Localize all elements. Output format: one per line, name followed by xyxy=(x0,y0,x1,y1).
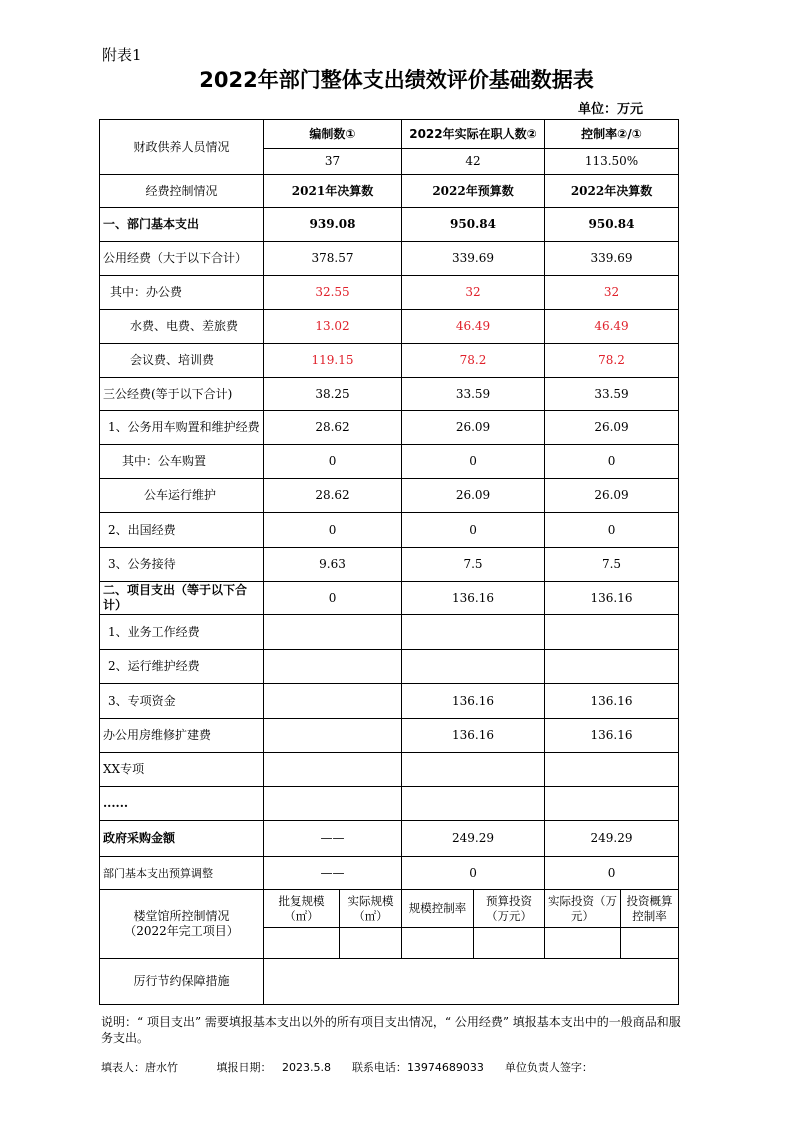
table-row xyxy=(100,208,679,242)
cell-value: 33.59 xyxy=(402,378,545,411)
cell-value xyxy=(402,787,545,821)
cell-value: 0 xyxy=(264,445,402,479)
row-label: 2、运行维护经费 xyxy=(100,650,264,684)
table-row xyxy=(100,787,679,821)
cell-value: 0 xyxy=(545,513,679,548)
cell-value: 950.84 xyxy=(545,208,679,242)
row-label: 3、公务接待 xyxy=(100,548,264,582)
row-label: 其中：公车购置 xyxy=(100,445,264,479)
table-row xyxy=(100,615,679,650)
cell-value xyxy=(264,719,402,753)
table-row xyxy=(100,242,679,276)
cell-value: 26.09 xyxy=(402,479,545,513)
cell-value: 378.57 xyxy=(264,242,402,276)
cell-value xyxy=(264,787,402,821)
cell-value: 46.49 xyxy=(402,310,545,344)
building-cell xyxy=(340,928,402,959)
cell-value: 78.2 xyxy=(402,344,545,378)
filler: 填表人：唐水竹 xyxy=(101,1061,178,1074)
staff-header-actual: 2022年实际在职人数② xyxy=(402,120,545,149)
cell-value: 26.09 xyxy=(545,411,679,445)
table-row xyxy=(100,857,679,890)
cell-value: 7.5 xyxy=(402,548,545,582)
cell-value xyxy=(264,753,402,787)
cell-value: 13.02 xyxy=(264,310,402,344)
building-cell xyxy=(545,928,621,959)
staff-label: 财政供养人员情况 xyxy=(100,120,264,175)
row-label: XX专项 xyxy=(100,753,264,787)
table-row xyxy=(100,684,679,719)
staff-value-rate: 113.50% xyxy=(545,149,679,175)
cell-value: 0 xyxy=(402,857,545,890)
cell-value xyxy=(545,787,679,821)
row-label: 办公用房维修扩建费 xyxy=(100,719,264,753)
note-text: 说明：“ 项目支出” 需要填报基本支出以外的所有项目支出情况，“ 公用经费” 填报基本支出中的一般商品和服务支出。 xyxy=(101,1015,681,1045)
saving-label: 厉行节约保障措施 xyxy=(100,959,264,1005)
cell-value: 0 xyxy=(264,582,402,615)
row-label: 公车运行维护 xyxy=(100,479,264,513)
cell-value xyxy=(264,615,402,650)
cell-value: 26.09 xyxy=(545,479,679,513)
expense-label: 经费控制情况 xyxy=(100,175,264,208)
table-row xyxy=(100,479,679,513)
cell-value: 28.62 xyxy=(264,479,402,513)
row-label: 政府采购金额 xyxy=(100,821,264,857)
cell-value xyxy=(402,650,545,684)
cell-value: 136.16 xyxy=(545,582,679,615)
table-row xyxy=(100,821,679,857)
building-header: 实际规模（㎡） xyxy=(340,890,402,928)
attachment-label: 附表1 xyxy=(102,46,142,64)
cell-value: 0 xyxy=(545,857,679,890)
expense-header-2021: 2021年决算数 xyxy=(264,175,402,208)
phone-value: 13974689033 xyxy=(406,1061,484,1074)
table-row xyxy=(100,582,679,615)
cell-value: —— xyxy=(264,857,402,890)
cell-value: 950.84 xyxy=(402,208,545,242)
cell-value: 32 xyxy=(545,276,679,310)
table-row xyxy=(100,719,679,753)
table-row xyxy=(100,378,679,411)
date-label: 填报日期： xyxy=(216,1061,272,1074)
building-label xyxy=(100,890,264,959)
staff-header-rate: 控制率②/① xyxy=(545,120,679,149)
expense-header-2022-budget: 2022年预算数 xyxy=(402,175,545,208)
cell-value xyxy=(402,615,545,650)
staff-value-quota: 37 xyxy=(264,149,402,175)
row-label: 二、项目支出（等于以下合计） xyxy=(100,582,264,615)
staff-header-quota: 编制数① xyxy=(264,120,402,149)
signer-label: 单位负责人签字： xyxy=(504,1061,593,1074)
cell-value xyxy=(545,650,679,684)
cell-value: 136.16 xyxy=(402,684,545,719)
saving-cell xyxy=(264,959,679,1005)
table-row xyxy=(100,753,679,787)
expense-header-2022-final: 2022年决算数 xyxy=(545,175,679,208)
cell-value: 0 xyxy=(264,513,402,548)
cell-value: 46.49 xyxy=(545,310,679,344)
cell-value: 249.29 xyxy=(402,821,545,857)
cell-value: 119.15 xyxy=(264,344,402,378)
cell-value: 0 xyxy=(402,445,545,479)
row-label: 水费、电费、差旅费 xyxy=(100,310,264,344)
cell-value: 0 xyxy=(545,445,679,479)
page-title: 2022年部门整体支出绩效评价基础数据表 xyxy=(199,68,594,92)
cell-value: 7.5 xyxy=(545,548,679,582)
cell-value xyxy=(402,753,545,787)
cell-value xyxy=(545,615,679,650)
building-header: 预算投资（万元） xyxy=(474,890,545,928)
cell-value xyxy=(264,650,402,684)
building-cell xyxy=(474,928,545,959)
building-cell xyxy=(402,928,474,959)
cell-value: 32 xyxy=(402,276,545,310)
building-label-line1: 楼堂馆所控制情况 xyxy=(133,909,230,923)
cell-value: 136.16 xyxy=(545,719,679,753)
row-label: 三公经费(等于以下合计) xyxy=(100,378,264,411)
table-row xyxy=(100,445,679,479)
cell-value xyxy=(545,753,679,787)
row-label: 其中：办公费 xyxy=(100,276,264,310)
cell-value: 939.08 xyxy=(264,208,402,242)
building-header: 实际投资（万元） xyxy=(545,890,621,928)
row-label: 会议费、培训费 xyxy=(100,344,264,378)
building-header: 批复规模（㎡） xyxy=(264,890,340,928)
table-row xyxy=(100,411,679,445)
row-label: 一、部门基本支出 xyxy=(100,208,264,242)
unit-label: 单位：万元 xyxy=(577,102,643,117)
row-label: ...... xyxy=(100,787,264,821)
table-row xyxy=(100,513,679,548)
date-value: 2023.5.8 xyxy=(281,1061,331,1074)
row-label: 3、专项资金 xyxy=(100,684,264,719)
phone-label: 联系电话： xyxy=(351,1061,407,1074)
footer xyxy=(101,1059,593,1075)
cell-value: 28.62 xyxy=(264,411,402,445)
building-label-line2: （2022年完工项目） xyxy=(124,924,239,938)
cell-value: 38.25 xyxy=(264,378,402,411)
cell-value: 9.63 xyxy=(264,548,402,582)
cell-value: —— xyxy=(264,821,402,857)
cell-value: 0 xyxy=(402,513,545,548)
table-row xyxy=(100,650,679,684)
row-label: 部门基本支出预算调整 xyxy=(100,857,264,890)
building-cell xyxy=(264,928,340,959)
cell-value: 136.16 xyxy=(402,719,545,753)
cell-value: 136.16 xyxy=(402,582,545,615)
data-table xyxy=(99,119,679,1005)
cell-value: 26.09 xyxy=(402,411,545,445)
cell-value: 78.2 xyxy=(545,344,679,378)
cell-value: 136.16 xyxy=(545,684,679,719)
cell-value: 339.69 xyxy=(545,242,679,276)
table-row xyxy=(100,548,679,582)
table-row xyxy=(100,310,679,344)
table-row xyxy=(100,276,679,310)
row-label: 公用经费（大于以下合计） xyxy=(100,242,264,276)
building-header: 投资概算控制率 xyxy=(621,890,679,928)
cell-value: 249.29 xyxy=(545,821,679,857)
row-label: 1、业务工作经费 xyxy=(100,615,264,650)
row-label: 2、出国经费 xyxy=(100,513,264,548)
cell-value xyxy=(264,684,402,719)
staff-value-actual: 42 xyxy=(402,149,545,175)
building-header: 规模控制率 xyxy=(402,890,474,928)
table-row xyxy=(100,344,679,378)
row-label: 1、公务用车购置和维护经费 xyxy=(100,411,264,445)
cell-value: 339.69 xyxy=(402,242,545,276)
cell-value: 32.55 xyxy=(264,276,402,310)
cell-value: 33.59 xyxy=(545,378,679,411)
building-cell xyxy=(621,928,679,959)
